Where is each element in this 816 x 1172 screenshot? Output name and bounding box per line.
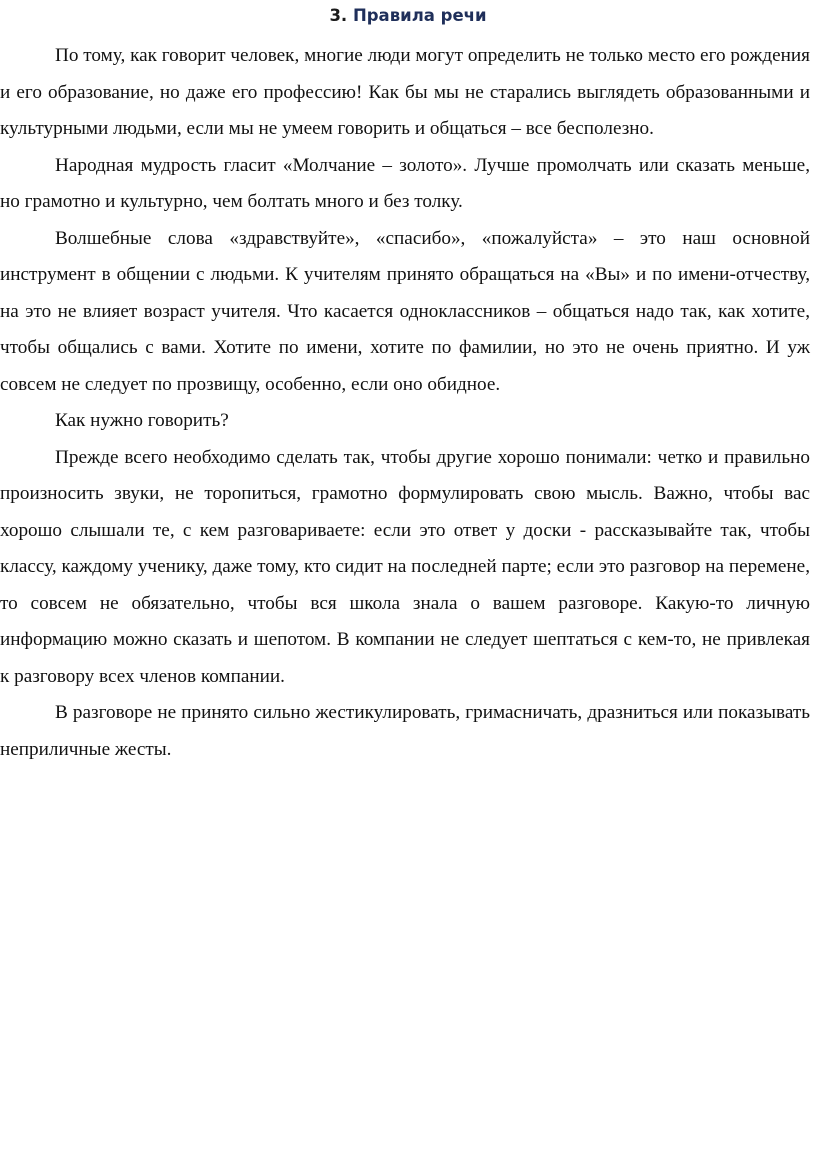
- section-heading: [0, 4, 816, 28]
- document-body: [0, 38, 816, 768]
- paragraph-4: Как нужно говорить?: [55, 410, 229, 431]
- paragraph-1: По тому, как говорит человек, многие люди могут определить не только место его рождения и его образование, но даже его профессию! Как бы мы не старались выглядеть образованными и культурными людьми, если мы не умеем говорить и общаться – все бесполезно.: [0, 45, 810, 139]
- paragraph-3: Волшебные слова «здравствуйте», «спасибо», «пожалуйста» – это наш основной инструмент в общении с людьми. К учителям принято обращаться на «Вы» и по имени-отчеству, на это не влияет возраст учителя. Что касается одноклассников – общаться надо так, как хотите, чтобы общались с вами. Хотите по имени, хотите по фамилии, но это не очень приятно. И уж совсем не следует по прозвищу, особенно, если оно обидное.: [0, 227, 810, 395]
- paragraph-2: Народная мудрость гласит «Молчание – золото». Лучше промолчать или сказать меньше, но грамотно и культурно, чем болтать много и без толку.: [0, 154, 810, 212]
- paragraph-5: Прежде всего необходимо сделать так, чтобы другие хорошо понимали: четко и правильно произносить звуки, не торопиться, грамотно формулировать свою мысль. Важно, чтобы вас хорошо слышали те, с кем разговариваете: если это ответ у доски - рассказывайте так, чтобы классу, каждому ученику, даже тому, кто сидит на последней парте; если это разговор на перемене, то совсем не обязательно, чтобы вся школа знала о вашем разговоре. Какую-то личную информацию можно сказать и шепотом. В компании не следует шептаться с кем-то, не привлекая к разговору всех членов компании.: [0, 446, 810, 687]
- section-title: Правила речи: [352, 6, 487, 25]
- section-number: 3.: [329, 6, 348, 25]
- paragraph-6: В разговоре не принято сильно жестикулировать, гримасничать, дразниться или показывать неприличные жесты.: [0, 702, 810, 760]
